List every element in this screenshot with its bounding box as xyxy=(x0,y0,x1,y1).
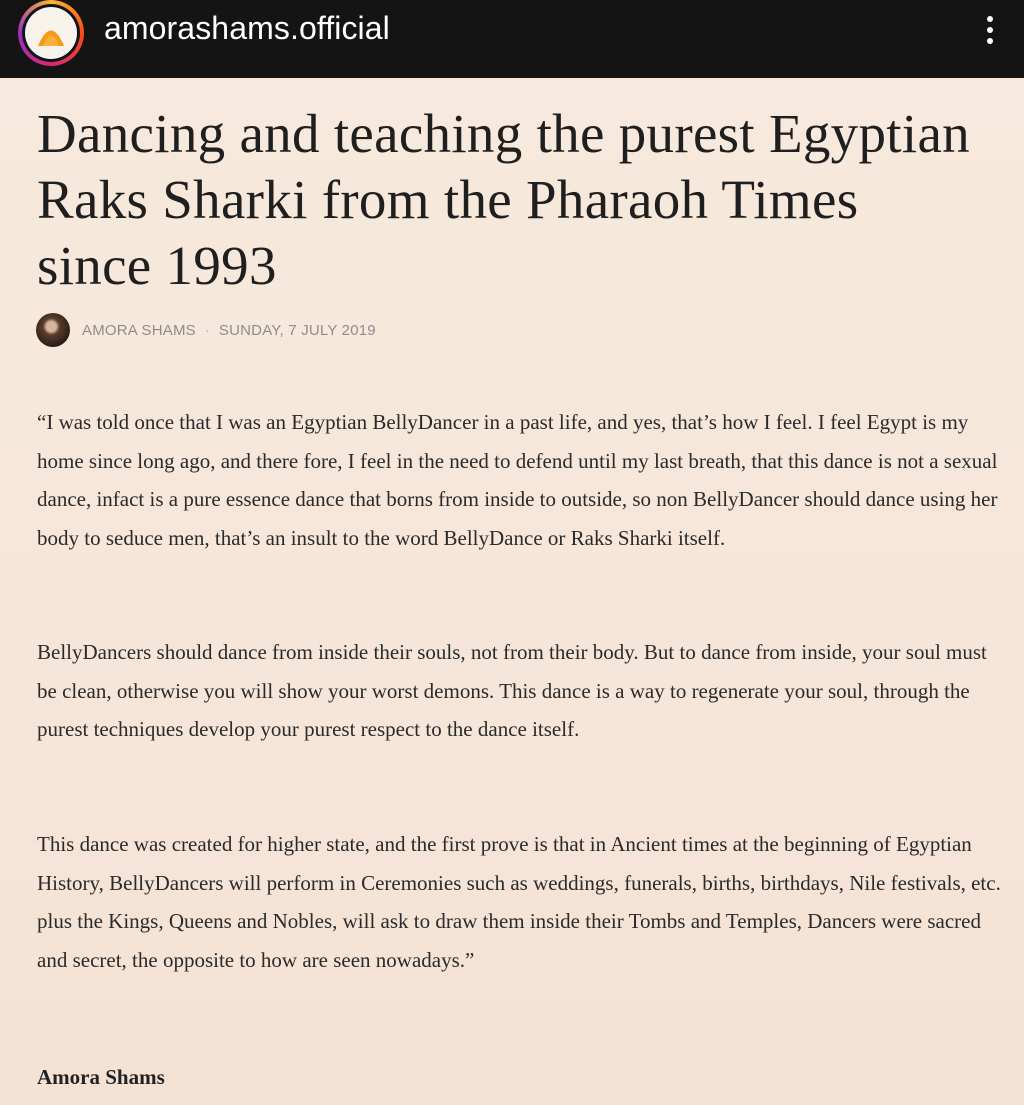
author-avatar[interactable] xyxy=(36,313,70,347)
article-signature: Amora Shams xyxy=(37,1065,165,1089)
article-paragraph-2: BellyDancers should dance from inside their souls, not from their body. But to dance from inside, your soul must be clean, otherwise you will show your worst demons. This dance is a way to regenerate your soul, through the purest techniques develop your purest respect to the dance itself. xyxy=(37,640,987,741)
article-paragraph-3: This dance was created for higher state, and the first prove is that in Ancient times at the beginning of Egyptian History, BellyDancers will perform in Ceremonies such as weddings, funerals, births, birthdays, Nile festivals, etc. plus the Kings, Queens and Nobles, will ask to draw them inside their Tombs and Temples, Dancers were sacred and secret, the opposite to how are seen nowadays.” xyxy=(37,832,1001,972)
article-date: SUNDAY, 7 JULY 2019 xyxy=(218,321,376,339)
more-vertical-icon[interactable] xyxy=(978,14,1002,48)
dancer-logo-icon xyxy=(25,7,77,59)
profile-avatar[interactable] xyxy=(25,7,77,59)
author-name[interactable]: AMORA SHAMS xyxy=(82,321,196,339)
profile-username[interactable]: amorashams.official xyxy=(104,10,390,46)
article-meta xyxy=(36,312,376,348)
meta-separator: · xyxy=(204,321,210,339)
profile-header xyxy=(0,0,1024,78)
article-paragraph-1: “I was told once that I was an Egyptian BellyDancer in a past life, and yes, that’s how I feel. I feel Egypt is my home since long ago, and there fore, I feel in the need to defend until my last breath, that this dance is not a sexual dance, infact is a pure essence dance that borns from inside to outside, so non BellyDancer should dance using her body to seduce men, that’s an insult to the word BellyDance or Raks Sharki itself. xyxy=(37,410,998,550)
article-title: Dancing and teaching the purest Egyptian Raks Sharki from the Pharaoh Times since 1993 xyxy=(37,103,970,296)
story-ring[interactable] xyxy=(18,0,84,66)
